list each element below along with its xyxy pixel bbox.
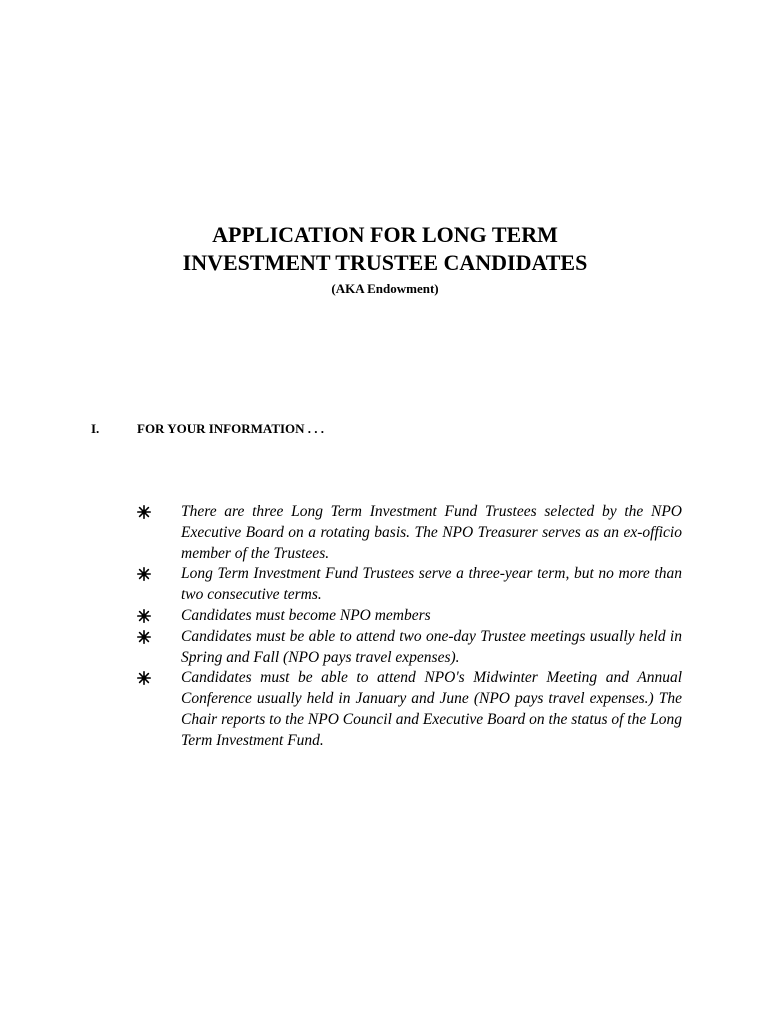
asterisk-bullet-icon <box>137 671 151 685</box>
section-numeral: I. <box>91 421 100 436</box>
bullet-item <box>136 627 682 669</box>
title-block <box>0 221 770 298</box>
bullet-item <box>136 502 682 564</box>
document-subtitle: (AKA Endowment) <box>331 281 439 296</box>
information-bullet-list <box>136 502 682 752</box>
bullet-item <box>136 606 682 627</box>
asterisk-bullet-icon <box>137 609 151 623</box>
bullet-text: Candidates must be able to attend NPO's Midwinter Meeting and Annual Conference usually held in January and June (NPO pays travel expenses.) The Chair reports to the NPO Council and Executive Board on the status of the Long Term Investment Fund. <box>181 669 682 749</box>
bullet-text: Long Term Investment Fund Trustees serve a three-year term, but no more than two consecutive terms. <box>181 565 682 604</box>
asterisk-bullet-icon <box>137 567 151 581</box>
asterisk-bullet-icon <box>137 505 151 519</box>
asterisk-bullet-icon <box>137 630 151 644</box>
section-heading <box>91 420 324 438</box>
bullet-text: Candidates must be able to attend two one-day Trustee meetings usually held in Spring and Fall (NPO pays travel expenses). <box>181 627 682 666</box>
bullet-item <box>136 668 682 751</box>
bullet-text: There are three Long Term Investment Fund Trustees selected by the NPO Executive Board on a rotating basis. The NPO Treasurer serves as an ex-officio member of the Trustees. <box>181 503 682 562</box>
section-heading-text: FOR YOUR INFORMATION . . . <box>137 421 325 436</box>
bullet-item <box>136 564 682 606</box>
bullet-text: Candidates must become NPO members <box>181 606 431 624</box>
document-title-line-2: INVESTMENT TRUSTEE CANDIDATES <box>182 250 588 275</box>
document-title-line-1: APPLICATION FOR LONG TERM <box>212 222 558 247</box>
